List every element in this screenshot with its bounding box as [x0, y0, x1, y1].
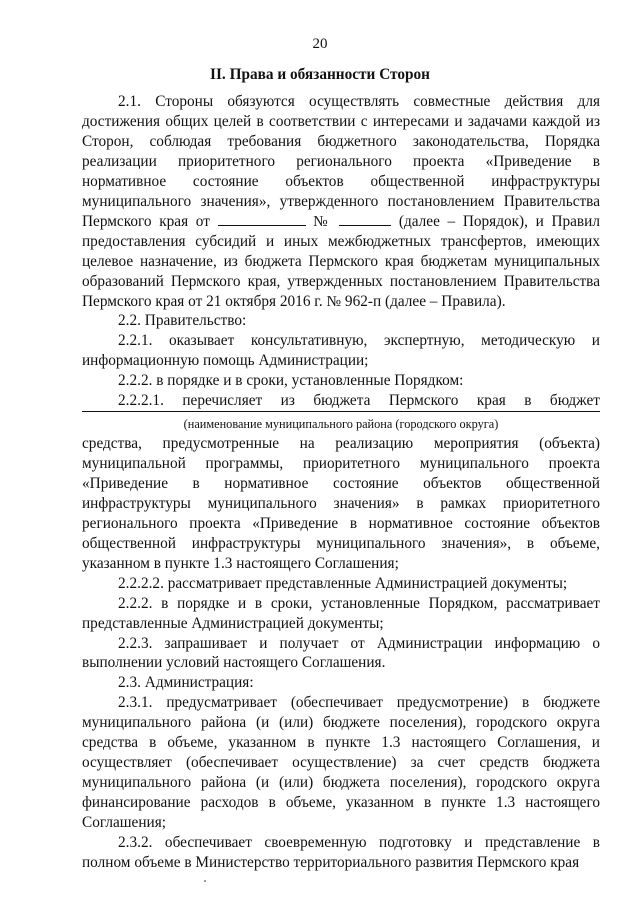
paragraph-2-1-part-b: (далее – Порядок), и Правил предоставления субсидий и иных межбюджетных трансфертов, имеющих целевое назначение, из бюджета Пермского края бюджетам муниципальных образований Пермского края, утвержденных постановлением Правительства Пермского края от 21 октября 2016 г. № 962-п (далее – Правила). — [82, 212, 600, 310]
section-heading: II. Права и обязанности Сторон — [210, 66, 430, 83]
text-block-bottom — [82, 434, 600, 873]
paragraph-2-2-2-1-continued: средства, предусмотренные на реализацию мероприятия (объекта) муниципальной программы, приоритетного муниципального проекта «Приведение в нормативное состояние объектов общественной инфраструктуры муниципального значения» в рамках приоритетного регионального проекта «Приведение в нормативное состояние объектов общественной инфраструктуры муниципального значения», в объеме, указанном в пункте 1.3 настоящего Соглашения; — [82, 435, 600, 572]
paragraph-2-3-2: 2.3.2. обеспечивает своевременную подготовку и представление в полном объеме в Министерство территориального развития Пермского края — [82, 834, 600, 872]
recipient-caption: (наименование муниципального района (городского округа) — [183, 417, 499, 431]
recipient-blank-line — [82, 411, 600, 412]
text-block-top — [82, 92, 600, 411]
scan-speck — [204, 880, 206, 882]
paragraph-2-2-1: 2.2.1. оказывает консультативную, экспертную, методическую и информационную помощь Администрации; — [82, 332, 600, 370]
paragraph-2-2-2-1: 2.2.2.1. перечисляет из бюджета Пермского края в бюджет — [118, 392, 600, 410]
paragraph-2-1 — [82, 92, 600, 311]
paragraph-2-2-3: 2.2.3. запрашивает и получает от Администрации информацию о выполнении условий настоящего Соглашения. — [82, 634, 600, 672]
paragraph-2-3-1: 2.3.1. предусматривает (обеспечивает предусмотрение) в бюджете муниципального района (и (или) бюджете поселения), городского округа средства в объеме, указанном в пункте 1.3 настоящего Соглашения, и осуществляет (обеспечивает осуществление) за счет средств бюджета муниципального района (и (или) бюджета поселения), городского округа финансирование расходов в объеме, указанном в пункте 1.3 настоящего Соглашения; — [82, 694, 600, 832]
number-blank-field — [339, 212, 391, 226]
paragraph-2-3: 2.3. Администрация: — [118, 674, 254, 692]
date-blank-field — [218, 212, 306, 226]
paragraph-2-2-2: 2.2.2. в порядке и в сроки, установленные Порядком: — [118, 372, 464, 390]
paragraph-2-1-part-a: 2.1. Стороны обязуются осуществлять совместные действия для достижения общих целей в соответствии с интересами и задачами каждой из Сторон, соблюдая требования бюджетного законодательства, Порядка реализации приоритетного регионального проекта «Приведение в нормативное состояние объектов общественной инфраструктуры муниципального значения», утвержденного постановлением Правительства Пермского края от — [82, 93, 600, 230]
number-sign: № — [313, 212, 332, 230]
paragraph-2-2-2-review: 2.2.2. в порядке и в сроки, установленные Порядком, рассматривает представленные Администрацией документы; — [82, 594, 600, 632]
paragraph-2-2-2-2: 2.2.2.2. рассматривает представленные Администрацией документы; — [118, 574, 568, 592]
paragraph-2-2: 2.2. Правительство: — [118, 312, 247, 330]
page-number: 20 — [312, 36, 328, 52]
